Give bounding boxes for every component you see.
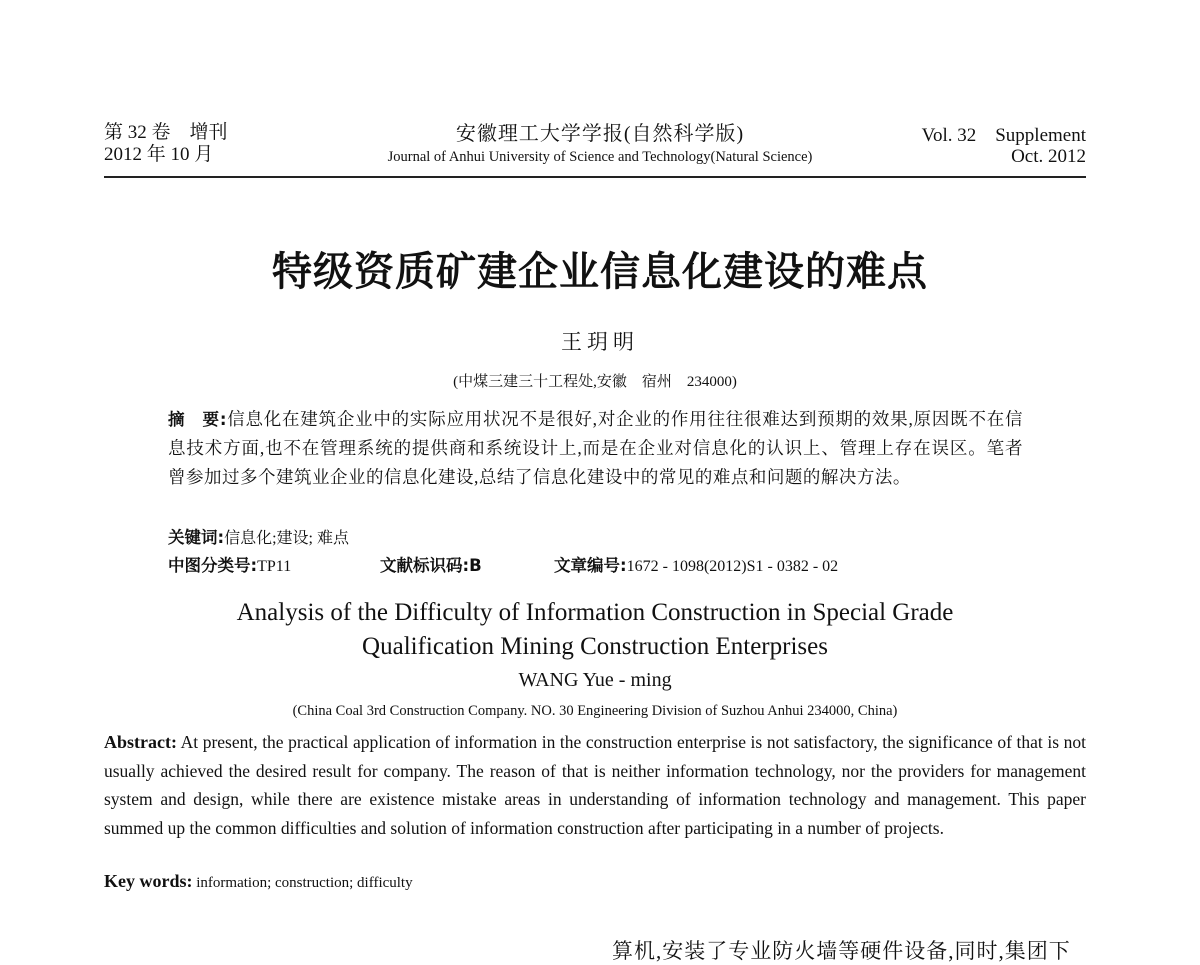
paper-title-cn: 特级资质矿建企业信息化建设的难点 (272, 249, 928, 295)
volume-cn: 第 32 卷 增刊 (104, 122, 228, 143)
keywords-cn-text: 信息化;建设; 难点 (224, 530, 350, 547)
author-en: WANG Yue - ming (518, 669, 672, 691)
volume-en: Vol. 32 Supplement (921, 125, 1086, 146)
keywords-en-text: information; construction; difficulty (196, 875, 413, 891)
header-left (104, 122, 228, 166)
abstract-cn-label: 摘 要: (168, 410, 227, 429)
paper-title-en-line2: Qualification Mining Construction Enterprises (362, 633, 828, 660)
date-cn: 2012 年 10 月 (104, 144, 214, 165)
abstract-cn-text: 信息化在建筑企业中的实际应用状况不是很好,对企业的作用往往很难达到预期的效果,原因既不在信息技术方面,也不在管理系统的提供商和系统设计上,而是在企业对信息化的认识上、管理上存在误区。笔者曾参加过多个建筑业企业的信息化建设,总结了信息化建设中的常见的难点和问题的解决方法。 (168, 409, 1023, 487)
article-value: 1672 - 1098(2012)S1 - 0382 - 02 (626, 558, 839, 575)
doc-code (380, 552, 482, 576)
paper-title-en-line1: Analysis of the Difficulty of Information Construction in Special Grade (236, 599, 954, 626)
body-text-cutoff: 算机,安装了专业防火墙等硬件设备,同时,集团下 (612, 939, 1071, 963)
clc-value: TP11 (257, 558, 292, 575)
author-cn: 王玥明 (561, 330, 639, 354)
abstract-cn (168, 405, 1023, 492)
doc-value: B (469, 556, 482, 575)
keywords-cn (168, 524, 349, 548)
keywords-en-label: Key words: (104, 871, 193, 891)
clc-label: 中图分类号: (168, 556, 258, 575)
running-header (104, 122, 1086, 178)
affiliation-cn: (中煤三建三十工程处,安徽 宿州 234000) (453, 374, 737, 390)
journal-title-en: Journal of Anhui University of Science and Technology(Natural Science) (387, 149, 813, 165)
affiliation-en: (China Coal 3rd Construction Company. NO. 30 Engineering Division of Suzhou Anhui 234000, China) (292, 703, 898, 719)
header-journal (320, 122, 880, 166)
doc-label: 文献标识码: (380, 556, 470, 575)
journal-title-cn: 安徽理工大学学报(自然科学版) (455, 123, 745, 145)
paper-title-en (0, 596, 1190, 664)
abstract-en (104, 728, 1086, 842)
abstract-en-label: Abstract: (104, 732, 177, 752)
header-right (922, 125, 1086, 167)
abstract-en-text: At present, the practical application of information in the construction enterprise is not satisfactory, the significance of that is not usually achieved the desired result for company. The reason of that is neither information technology, nor the providers for management system and design, while there are existence mistake areas in understanding of information technology and management. This paper summed up the common difficulties and solution of information construction after participating in a number of projects. (104, 732, 1086, 838)
clc-code (168, 552, 291, 576)
keywords-cn-label: 关键词: (168, 528, 225, 547)
article-label: 文章编号: (554, 556, 627, 575)
article-number (554, 552, 838, 576)
keywords-en (104, 871, 413, 892)
date-en: Oct. 2012 (1011, 146, 1086, 167)
